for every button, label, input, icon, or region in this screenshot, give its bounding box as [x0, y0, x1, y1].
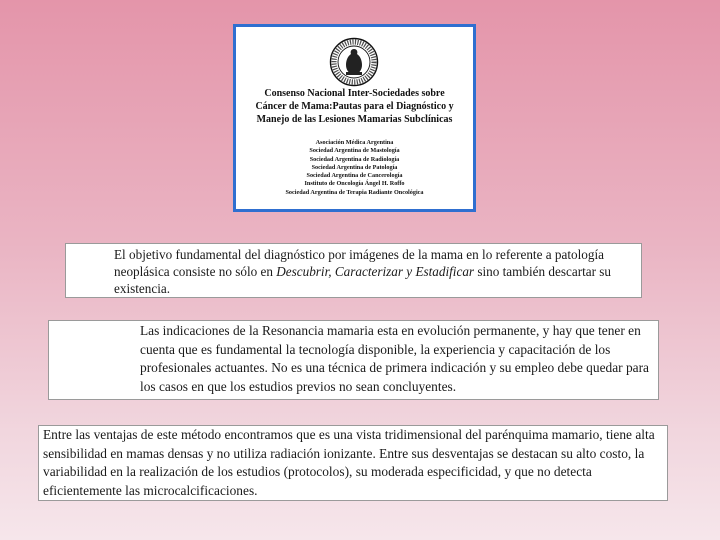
method-advantages-textbox [38, 425, 668, 501]
diagnostic-objective-textbox [65, 243, 642, 298]
method-advantages-paragraph: Entre las ventajas de este método encontramos que es una vista tridimensional del parénquima mamario, tiene alta sensibilidad en mamas densas y no utiliza radiación ionizante. Entre sus desventajas se destacan su alto costo, la variabilidad en la realización de los estudios (protocolos), su moderada especificidad, y que no detecta eficientemente las microcalcificaciones. [43, 427, 655, 498]
organization-name: Instituto de Oncología Ángel H. Roffo [304, 180, 405, 188]
mri-indications-textbox [48, 320, 659, 400]
organization-name: Sociedad Argentina de Patología [311, 163, 398, 171]
organization-name: Sociedad Argentina de Mastología [309, 147, 400, 155]
cover-title [238, 87, 471, 126]
paragraph-text: sino también descartar su existencia. [114, 264, 612, 296]
organization-name: Asociación Médica Argentina [315, 139, 394, 146]
organization-list [238, 139, 471, 197]
cover-title-line: Consenso Nacional Inter-Sociedades sobre [264, 88, 445, 99]
emphasized-text: Descubrir, Caracterizar y Estadificar [276, 264, 475, 279]
organization-name: Sociedad Argentina de Terapia Radiante Oncológica [285, 188, 424, 196]
organization-name: Sociedad Argentina de Cancerología [306, 172, 403, 180]
cover-title-line: Manejo de las Lesiones Mamarias Subclínicas [256, 114, 453, 125]
cover-title-line: Cáncer de Mama:Pautas para el Diagnóstico y [255, 101, 454, 112]
diagnostic-objective-paragraph [70, 246, 637, 297]
paragraph-text: El objetivo fundamental del diagnóstico por imágenes de la mama en lo referente a patología neoplásica consiste no sólo en [114, 247, 604, 279]
mri-indications-paragraph: Las indicaciones de la Resonancia mamaria esta en evolución permanente, y hay que tener en cuenta que es fundamental la tecnología disponible, la experiencia y capacitación de los profesionales actuantes. No es una técnica de primera indicación y su empleo debe quedar para los casos en que los estudios previos no sean concluyentes. [140, 323, 650, 394]
association-seal-icon [329, 37, 379, 87]
consensus-cover-image [233, 24, 476, 212]
organization-name: Sociedad Argentina de Radiología [309, 155, 400, 163]
